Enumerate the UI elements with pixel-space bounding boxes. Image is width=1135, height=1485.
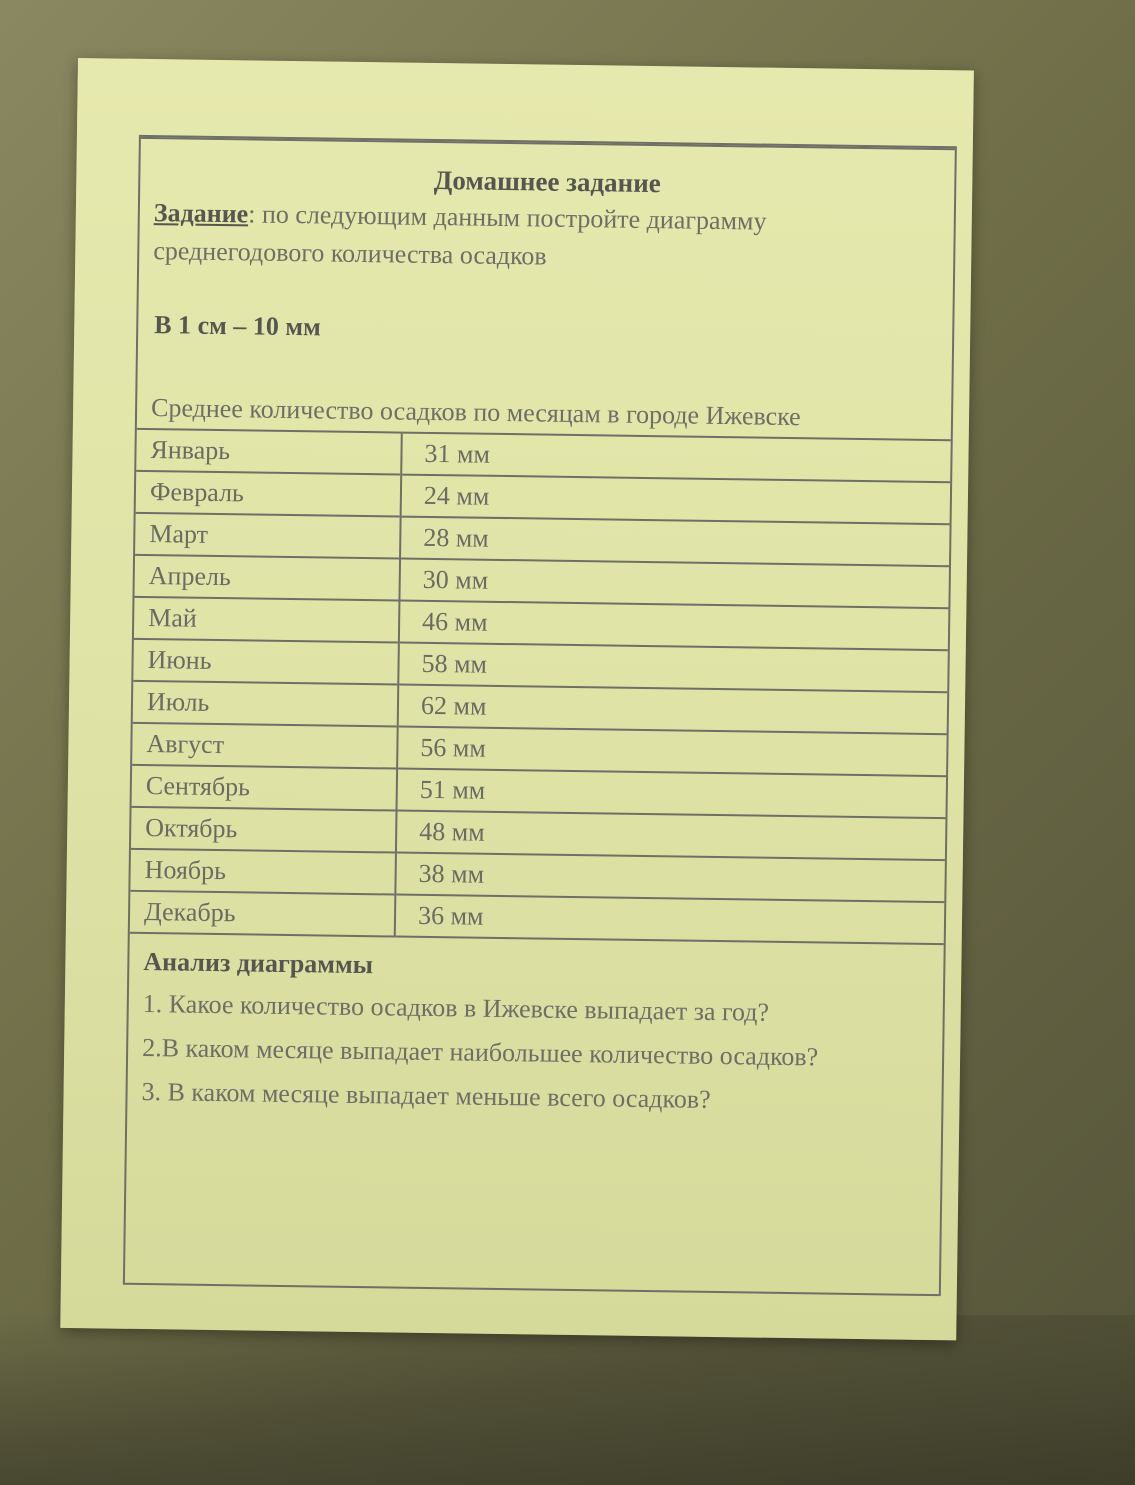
month-cell: Декабрь xyxy=(130,891,396,937)
precipitation-value-cell: 58 мм xyxy=(398,643,948,693)
precipitation-value-cell: 36 мм xyxy=(395,895,945,945)
precipitation-value-cell: 24 мм xyxy=(401,475,951,525)
month-cell: Март xyxy=(135,513,401,559)
month-cell: Сентябрь xyxy=(132,765,398,811)
task-instruction xyxy=(139,192,954,281)
precipitation-value-cell: 31 мм xyxy=(401,433,951,483)
worksheet-frame xyxy=(123,135,957,1296)
precipitation-value-cell: 46 мм xyxy=(399,601,949,651)
month-cell: Февраль xyxy=(136,471,402,517)
scale-note: В 1 см – 10 мм xyxy=(154,310,321,342)
month-cell: Октябрь xyxy=(131,807,397,853)
month-cell: Август xyxy=(132,723,398,769)
precipitation-value-cell: 62 мм xyxy=(398,685,948,735)
question-3: 3. В каком месяце выпадает меньше всего осадков? xyxy=(141,1076,711,1114)
precipitation-value-cell: 48 мм xyxy=(396,811,946,861)
precipitation-value-cell: 30 мм xyxy=(399,559,949,609)
month-cell: Ноябрь xyxy=(130,849,396,895)
desk-surface xyxy=(0,1315,1135,1485)
precipitation-value-cell: 28 мм xyxy=(400,517,950,567)
task-label: Задание xyxy=(153,198,249,229)
precipitation-value-cell: 51 мм xyxy=(397,769,947,819)
month-cell: Июль xyxy=(133,681,399,727)
analysis-heading: Анализ диаграммы xyxy=(143,947,374,980)
month-cell: Январь xyxy=(136,429,402,475)
analysis-section xyxy=(127,934,943,1125)
worksheet-title: Домашнее задание xyxy=(140,137,955,203)
month-cell: Апрель xyxy=(134,555,400,601)
precipitation-value-cell: 38 мм xyxy=(395,853,945,903)
worksheet-paper xyxy=(60,58,974,1340)
question-1: 1. Какое количество осадков в Ижевске выпадает за год? xyxy=(142,988,770,1027)
question-2: 2.В каком месяце выпадает наибольшее количество осадков? xyxy=(141,1032,819,1072)
month-cell: Май xyxy=(134,597,400,643)
table-caption: Среднее количество осадков по месяцам в городе Ижевске xyxy=(150,393,801,432)
precipitation-value-cell: 56 мм xyxy=(397,727,947,777)
month-cell: Июнь xyxy=(133,639,399,685)
task-text: : по следующим данным постройте диаграмму среднегодового количества осадков xyxy=(153,199,767,271)
precipitation-table xyxy=(130,428,951,945)
